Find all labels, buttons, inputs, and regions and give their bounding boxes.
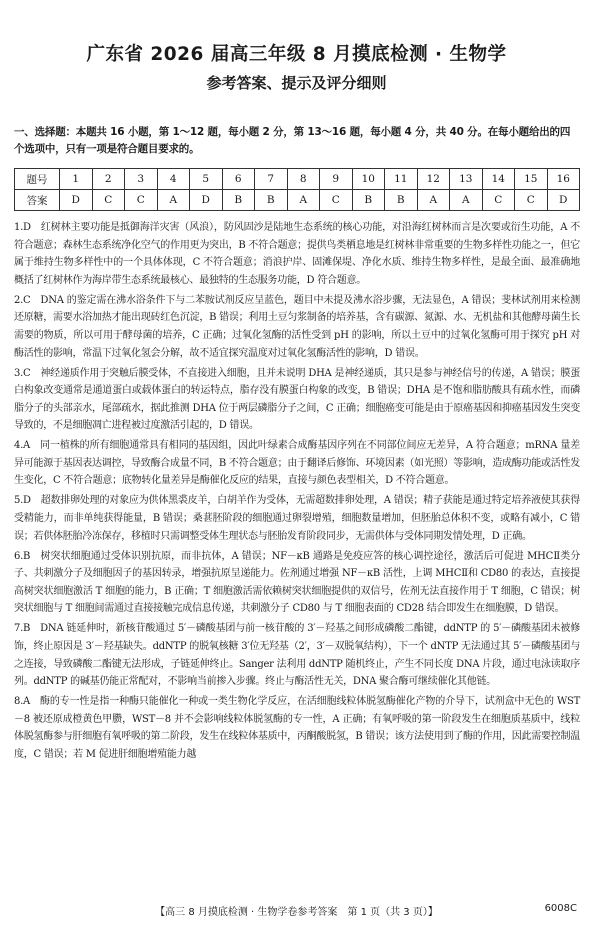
question-number-cell: 3 [125,169,158,190]
answer-cell: A [287,190,320,211]
question-number-cell: 7 [255,169,288,190]
answer-cell: B [352,190,385,211]
answer-cell: C [515,190,548,211]
question-number-cell: 4 [157,169,190,190]
question-number-cell: 9 [320,169,353,190]
question-number-cell: 5 [190,169,223,190]
question-number-cell: 1 [60,169,93,190]
explanation-q1: 1.D 红树林主要功能是抵御海洋灾害（风浪），防风固沙是陆地生态系统的核心功能，对沿海红树林而言是次要或衍生功能，A 不符合题意；森林生态系统净化空气的作用更为突出，B 不符合题意；提供鸟类栖息地是红树林非常重要的生物多样性功能之一，但它属于维持生物多样性中的一个具体体现，C 不符合题意；消浪护岸、固滩保堤、净化水质、维持生物多样性，是最全面、最准确地概括了红树林作为海岸带生态系统最核心、最独特的生态服务功能，D 符合题意。 [14,222,580,286]
page-subtitle: 参考答案、提示及评分细则 [206,74,387,92]
explanation-q2: 2.C DNA 的鉴定需在沸水浴条件下与二苯胺试剂反应呈蓝色，题目中未提及沸水浴步骤，无法显色，A 错误；斐林试剂用来检测还原糖，需要水浴加热才能出现砖红色沉淀，B 错误；利用土豆匀浆制备的培养基，含有碳源、氮源、水、无机盐和其他酵母菌生长需要的物质，所以可用于酵母菌的培养，C 正确；过氧化氢酶的活性受到 pH 的影响，所以土豆中的过氧化氢酶可用于探究 pH 对酶活性的影响，常温下过氧化氢会分解，故不适宜探究温度对过氧化氢酶活性的影响，D 错误。 [14,294,580,359]
question-number-cell: 14 [482,169,515,190]
row-label-answer: 答案 [15,190,60,211]
section-instructions: 一、选择题：本题共 16 小题，第 1～12 题，每小题 2 分，第 13～16 题，每小题 4 分，共 40 分。在每小题给出的四个选项中，只有一项是符合题目要求的。 [14,126,571,155]
question-number-cell: 15 [515,169,548,190]
page-footer: 【高三 8 月摸底检测 · 生物学卷参考答案 第 1 页（共 3 页）】 [155,907,438,918]
answer-cell: D [190,190,223,211]
answer-explanations [14,219,580,766]
explanation-q6: 6.B 树突状细胞通过受体识别抗原，而非抗体，A 错误；NF－κB 通路是免疫应答的核心调控途径，激活后可促进 MHCⅡ类分子、共刺激分子及细胞因子的基因转录，增强抗原呈递能力。佐剂通过增强 NF－κB 活性，上调 MHCⅡ和 CD80 的表达，直接提高树突状细胞激活 T 细胞的能力，B 正确；T 细胞激活需依赖树突状细胞提供的双信号，佐剂无法直接作用于 T 细胞，C 错误；树突状细胞与 T 细胞间需通过直接接触完成信息传递，共刺激分子 CD80 与 T 细胞表面的 CD28 结合即发生在细胞膜，D 错误。 [14,550,580,615]
question-number-cell: 2 [92,169,125,190]
answer-cell: C [125,190,158,211]
question-number-cell: 10 [352,169,385,190]
answer-cell: D [547,190,580,211]
question-number-cell: 13 [450,169,483,190]
answer-row [15,190,580,211]
answer-cell: A [157,190,190,211]
explanation-q7: 7.B DNA 链延伸时，新核苷酸通过 5′－磷酸基团与前一核苷酸的 3′－羟基之间形成磷酸二酯键，ddNTP 的 5′－磷酸基团未被修饰，终止原因是 3′－羟基缺失。ddNTP 的脱氧核糖 3′位无羟基（2′，3′－双脱氧结构），下一个 dNTP 无法通过其 5′－磷酸基团与之连接，导致磷酸二酯键无法形成，子链延伸终止。Sanger 法利用 ddNTP 随机终止，产生不同长度 DNA 片段，通过电泳读取序列。ddNTP 的碱基仍能正常配对，不影响当前掺入步骤。终止与酶活性无关，DNA 聚合酶可继续催化其他链。 [14,623,580,688]
question-number-cell: 6 [222,169,255,190]
row-label-number: 题号 [15,169,60,190]
question-number-cell: 16 [547,169,580,190]
question-number-row [15,169,580,190]
answer-cell: C [482,190,515,211]
explanation-q5: 5.D 超数排卵处理的对象应为供体黑裘皮羊，白胡羊作为受体，无需超数排卵处理，A 错误；精子获能是通过特定培养液使其获得受精能力，而非单纯获得能量，B 错误；桑葚胚阶段的细胞通过卵裂增殖，细胞数量增加，但胚胎总体积不变，或略有减小，C 错误；若供体胚胎冷冻保存，移植时只需调整受体生理状态与胚胎发育阶段同步，无需供体与受体同期发情处理，D 正确。 [14,495,580,542]
explanation-q4: 4.A 同一植株的所有细胞通常具有相同的基因组，因此叶绿素合成酶基因序列在不同部位间应无差异，A 符合题意；mRNA 量差异可能源于基因表达调控，导致酶合成量不同，B 不符合题意；由于翻译后修饰、环境因素（如光照）等影响，造成酶功能或活性发生变化，C 不符合题意；底物转化量差异是酶催化反应的结果，直接与颜色表型相关，D 不符合题意。 [14,440,580,487]
answer-cell: A [417,190,450,211]
page-code: 6008C [544,903,577,914]
answer-cell: D [60,190,93,211]
answer-cell: C [320,190,353,211]
answer-table [14,168,580,211]
answer-cell: A [450,190,483,211]
question-number-cell: 11 [385,169,418,190]
explanation-q8: 8.A 酶的专一性是指一种酶只能催化一种或一类生物化学反应，在活细胞线粒体脱氢酶催化产物的介导下，试剂盒中无色的 WST－8 被还原成橙黄色甲臜，WST－8 并不会影响线粒体脱氢酶的专一性，A 正确；有氧呼吸的第一阶段发生在细胞质基质中，线粒体脱氢酶参与肝细胞有氧呼吸的第二阶段，发生在线粒体基质中，丙酮酸脱氢，B 错误；该方法使用到了酶的作用，因此需要控制温度，C 错误；若 M 促进肝细胞增殖能力越 [14,696,580,760]
question-number-cell: 8 [287,169,320,190]
explanation-q3: 3.C 神经递质作用于突触后膜受体，不直接进入细胞，且并未说明 DHA 是神经递质，其只是参与神经信号的传递，A 错误；膜蛋白构象改变通常是通道蛋白或载体蛋白的转运特点，脂存没有膜蛋白构象的改变，B 错误；DHA 是不饱和脂肪酸具有疏水性，而磷脂分子的头部亲水，尾部疏水，据此推测 DHA 位于两层磷脂分子之间，C 正确；细胞癌变可能是由于原癌基因和抑癌基因发生突变导致的，不是细胞凋亡进程被过度激活引起的，D 错误。 [14,367,580,432]
answer-cell: B [255,190,288,211]
answer-cell: B [222,190,255,211]
answer-cell: B [385,190,418,211]
answer-cell: C [92,190,125,211]
page-title: 广东省 2026 届高三年级 8 月摸底检测 · 生物学 [86,44,507,65]
question-number-cell: 12 [417,169,450,190]
